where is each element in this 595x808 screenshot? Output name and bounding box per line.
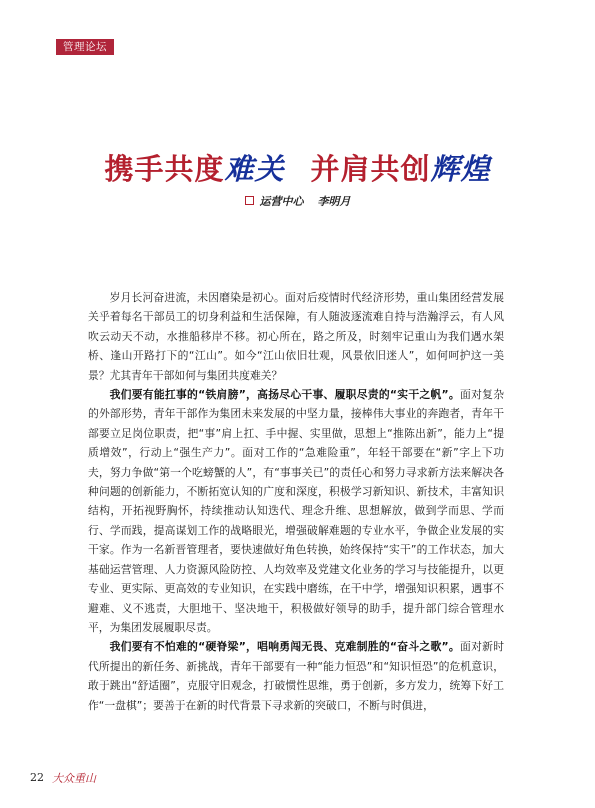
paragraph-2 [88,385,504,637]
title-part-1: 携手共度 [104,152,225,186]
square-bullet-icon [245,196,254,205]
article-title [0,149,595,189]
byline-author: 李明月 [317,195,351,208]
title-part-2: 难关 [224,152,285,186]
title-part-4: 辉煌 [430,152,491,186]
paragraph-text: 岁月长河奋进流，未因磨染是初心。面对后疫情时代经济形势，重山集团经营发展关乎着每名干部员工的切身利益和生活保障，有人随波逐流难自持与浩瀚浮云，有人风吹云动天不动，水推船移岸不移。初心所在，路之所及，时刻牢记重山为我们遇水架桥、逢山开路打下的“江山”。如今“江山依旧壮观，风景依旧迷人”，如何呵护这一美景？尤其青年干部如何与集团共度难关？ [88,291,504,382]
paragraph-3 [88,637,504,715]
paragraph-text: 面对复杂的外部形势，青年干部作为集团未来发展的中坚力量，接棒伟大事业的奔跑者，青年干部要立足岗位职责，把“事”肩上扛、手中握、实里做，思想上“推陈出新”，能力上“提质增效”，行动上“强生产力”。面对工作的“急难险重”，年轻干部要在“新”字上下功夫，努力争做“第一个吃螃蟹的人”，有“事事关已”的责任心和努力寻求新方法来解决各种问题的创新能力，不断拓宽认知的广度和深度，积极学习新知识、新技术，丰富知识结构，开拓视野胸怀，持续推动认知迭代、理念升维、思想解放，做到学而思、学而行、学而践，提高谋划工作的战略眼光，增强破解难题的专业水平，争做企业发展的实干家。作为一名新晋管理者，要快速做好角色转换，始终保持“实干”的工作状态，加大基础运营管理、人力资源风险防控、人均效率及党建文化业务的学习与技能提升，以更专业、更实际、更高效的专业知识，在实践中磨练，在干中学，增强知识积累，遇事不避难、义不逃责，大胆地干、坚决地干，积极做好领导的助手，提升部门综合管理水平，为集团发展履职尽责。 [88,388,504,634]
page-footer [30,767,96,783]
paragraph-text: 面对新时代所提出的新任务、新挑战，青年干部要有一种“能力恒恐”和“知识恒恐”的危机意识，敢于跳出“舒适圈”，克服守旧观念，打破惯性思维，勇于创新，多方发力，统筹下好工作“一盘棋”；要善于在新的时代背景下寻求新的突破口，不断与时俱进， [88,640,504,712]
article-body [88,288,504,715]
paragraph-heading: 我们要有能扛事的“铁肩膀”，高扬尽心干事、履职尽责的“实干之帆”。 [109,388,460,402]
byline [0,194,595,210]
title-part-3: 并肩共创 [310,152,431,186]
paragraph-heading: 我们要有不怕难的“硬脊梁”，唱响勇闯无畏、克难制胜的“奋斗之歌”。 [109,640,460,654]
page-number: 22 [30,771,44,784]
publication-logo: 大众重山 [52,771,96,785]
paragraph-1 [88,288,504,385]
section-tag: 管理论坛 [56,39,114,55]
byline-dept: 运营中心 [259,195,304,208]
